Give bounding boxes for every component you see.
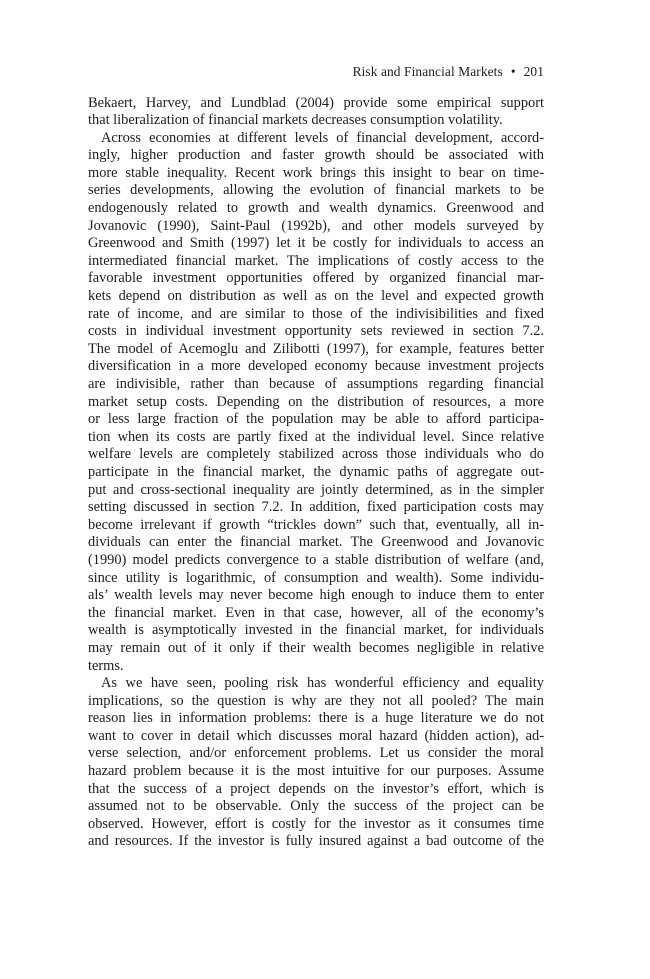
running-title: Risk and Financial Markets xyxy=(352,64,503,79)
text-line: dividuals can enter the financial market. The Greenwood and Jovanovic xyxy=(88,534,544,551)
paragraph-first-line: As we have seen, pooling risk has wonderful efficiency and equality xyxy=(101,675,544,692)
text-line: series developments, allowing the evolution of financial markets to be xyxy=(88,182,544,199)
body-text xyxy=(88,95,544,852)
text-line: favorable investment opportunities offered by organized financial mar- xyxy=(88,270,544,287)
text-line: (1990) model predicts convergence to a stable distribution of welfare (and, xyxy=(88,551,544,568)
text-line: costs in individual investment opportunity sets reviewed in section 7.2. xyxy=(88,323,544,340)
text-line: that the success of a project depends on the investor’s effort, which is xyxy=(88,780,544,797)
text-line: participate in the financial market, the dynamic paths of aggregate out- xyxy=(88,463,544,480)
text-line: The model of Acemoglu and Zilibotti (1997), for example, features better xyxy=(88,340,544,357)
text-line: assumed not to be observable. Only the success of the project can be xyxy=(88,798,544,815)
text-line: tion when its costs are partly fixed at the individual level. Since relative xyxy=(88,428,544,445)
text-line: setting discussed in section 7.2. In addition, fixed participation costs may xyxy=(88,499,544,516)
text-line: wealth is asymptotically invested in the financial market, for individuals xyxy=(88,622,544,639)
text-line: implications, so the question is why are they not all pooled? The main xyxy=(88,692,544,709)
page-number: 201 xyxy=(523,64,544,79)
text-line: the financial market. Even in that case, however, all of the economy’s xyxy=(88,604,544,621)
text-line: or less large fraction of the population may be able to afford participa- xyxy=(88,411,544,428)
text-line: als’ wealth levels may never become high enough to induce them to enter xyxy=(88,587,544,604)
text-line: welfare levels are completely stabilized across those individuals who do xyxy=(88,446,544,463)
paragraph-first-line: Across economies at different levels of financial development, accord- xyxy=(101,129,544,146)
text-line: more stable inequality. Recent work brings this insight to bear on time- xyxy=(88,164,544,181)
text-line: observed. However, effort is costly for the investor as it consumes time xyxy=(88,815,544,832)
text-line: hazard problem because it is the most intuitive for our purposes. Assume xyxy=(88,763,544,780)
text-line: that liberalization of financial markets decreases consumption volatility. xyxy=(88,112,503,129)
text-line: Bekaert, Harvey, and Lundblad (2004) provide some empirical support xyxy=(88,94,544,111)
text-line: and resources. If the investor is fully insured against a bad outcome of the xyxy=(88,833,544,850)
text-line: kets depend on distribution as well as on the level and expected growth xyxy=(88,288,544,305)
running-head xyxy=(88,64,544,80)
text-line: market setup costs. Depending on the distribution of resources, a more xyxy=(88,393,544,410)
text-line: become irrelevant if growth “trickles down” such that, eventually, all in- xyxy=(88,516,544,533)
text-line: endogenously related to growth and wealth dynamics. Greenwood and xyxy=(88,200,544,217)
text-line: Greenwood and Smith (1997) let it be costly for individuals to access an xyxy=(88,235,544,252)
text-line: want to cover in detail which discusses moral hazard (hidden action), ad- xyxy=(88,727,544,744)
text-line: intermediated financial market. The implications of costly access to the xyxy=(88,252,544,269)
bullet-separator: • xyxy=(510,64,516,79)
text-line: terms. xyxy=(88,657,124,674)
text-line: rate of income, and are similar to those of the indivisibilities and fixed xyxy=(88,305,544,322)
text-line: since utility is logarithmic, of consumption and wealth). Some individu- xyxy=(88,569,544,586)
text-line: diversification in a more developed economy because investment projects xyxy=(88,358,544,375)
text-line: reason lies in information problems: there is a huge literature we do not xyxy=(88,710,544,727)
text-line: are indivisible, rather than because of assumptions regarding financial xyxy=(88,376,544,392)
text-line: ingly, higher production and faster growth should be associated with xyxy=(88,147,544,164)
text-line: Jovanovic (1990), Saint-Paul (1992b), and other models surveyed by xyxy=(88,217,544,234)
text-line: verse selection, and/or enforcement problems. Let us consider the moral xyxy=(88,745,544,762)
text-line: may remain out of it only if their wealth becomes negligible in relative xyxy=(88,639,544,656)
text-line: put and cross-sectional inequality are jointly determined, as in the simpler xyxy=(88,481,544,498)
